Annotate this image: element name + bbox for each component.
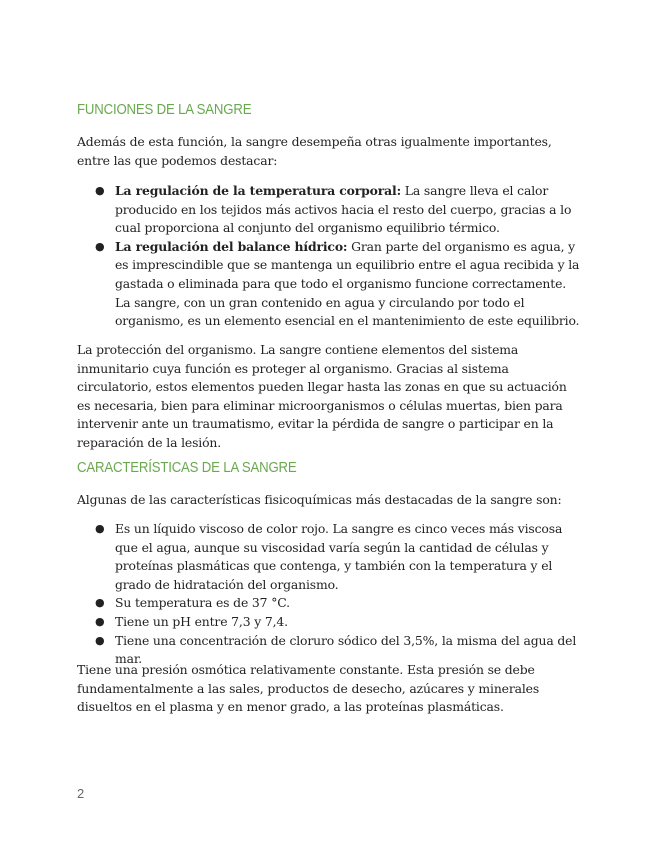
list-item-text: Gran parte del organismo es agua, y es imprescindible que se mantenga un equilibrio entre el agua recibida y la gastada o eliminada para que todo el organismo funcione correctamente. La sangre, con un gran contenido en agua y circulando por todo el organismo, es un elemento esencial en el mantenimiento de este equilibrio. bbox=[115, 238, 580, 329]
list-item bbox=[77, 594, 582, 613]
functions-list bbox=[77, 182, 582, 331]
list-item bbox=[77, 238, 582, 331]
bullet-icon: ● bbox=[95, 239, 105, 253]
section-heading-caracteristicas: CARACTERÍSTICAS DE LA SANGRE bbox=[77, 459, 297, 476]
list-item-text: Tiene una concentración de cloruro sódico del 3,5%, la misma del agua del mar. bbox=[115, 632, 577, 667]
list-item-bold: La regulación del balance hídrico: bbox=[115, 238, 348, 254]
characteristics-intro-paragraph: Algunas de las características fisicoquímicas más destacadas de la sangre son: bbox=[77, 492, 562, 507]
protection-paragraph: La protección del organismo. La sangre contiene elementos del sistema inmunitario cuya función es proteger al organismo. Gracias al sistema circulatorio, estos elementos pueden llegar hasta las zonas en que su actuación es necesaria, bien para eliminar microorganismos o células muertas, bien para intervenir ante un traumatismo, evitar la pérdida de sangre o participar en la reparación de la lesión. bbox=[77, 342, 567, 450]
list-item-bold: La regulación de la temperatura corporal: bbox=[115, 183, 401, 198]
list-item-text: Su temperatura es de 37 °C. bbox=[115, 595, 290, 611]
bullet-icon: ● bbox=[95, 633, 105, 647]
list-item bbox=[77, 182, 582, 238]
list-item-text: Tiene un pH entre 7,3 y 7,4. bbox=[115, 613, 288, 629]
osmotic-pressure-paragraph: Tiene una presión osmótica relativamente constante. Esta presión se debe fundamentalmente a las sales, productos de desecho, azúcares y minerales disueltos en el plasma y en menor grado, a las proteínas plasmáticas. bbox=[77, 662, 540, 715]
characteristics-list bbox=[77, 520, 582, 669]
bullet-icon: ● bbox=[95, 614, 105, 628]
bullet-icon: ● bbox=[95, 522, 105, 535]
bullet-icon: ● bbox=[95, 184, 105, 197]
list-item-text: Es un líquido viscoso de color rojo. La sangre es cinco veces más viscosa que el agua, aunque su viscosidad varía según la cantidad de células y proteínas plasmáticas que contenga, y también con la temperatura y el grado de hidratación del organismo. bbox=[115, 521, 563, 592]
list-item bbox=[77, 520, 582, 594]
bullet-icon: ● bbox=[95, 596, 105, 610]
list-item bbox=[77, 613, 582, 632]
list-item-text: La sangre lleva el calor producido en los tejidos más activos hacia el resto del cuerpo, gracias a lo cual proporciona al conjunto del organismo equilibrio térmico. bbox=[115, 183, 572, 236]
section-heading-funciones: FUNCIONES DE LA SANGRE bbox=[77, 101, 252, 118]
intro-paragraph: Además de esta función, la sangre desempeña otras igualmente importantes, entre las que podemos destacar: bbox=[77, 134, 552, 168]
page-number: 2 bbox=[77, 786, 85, 801]
